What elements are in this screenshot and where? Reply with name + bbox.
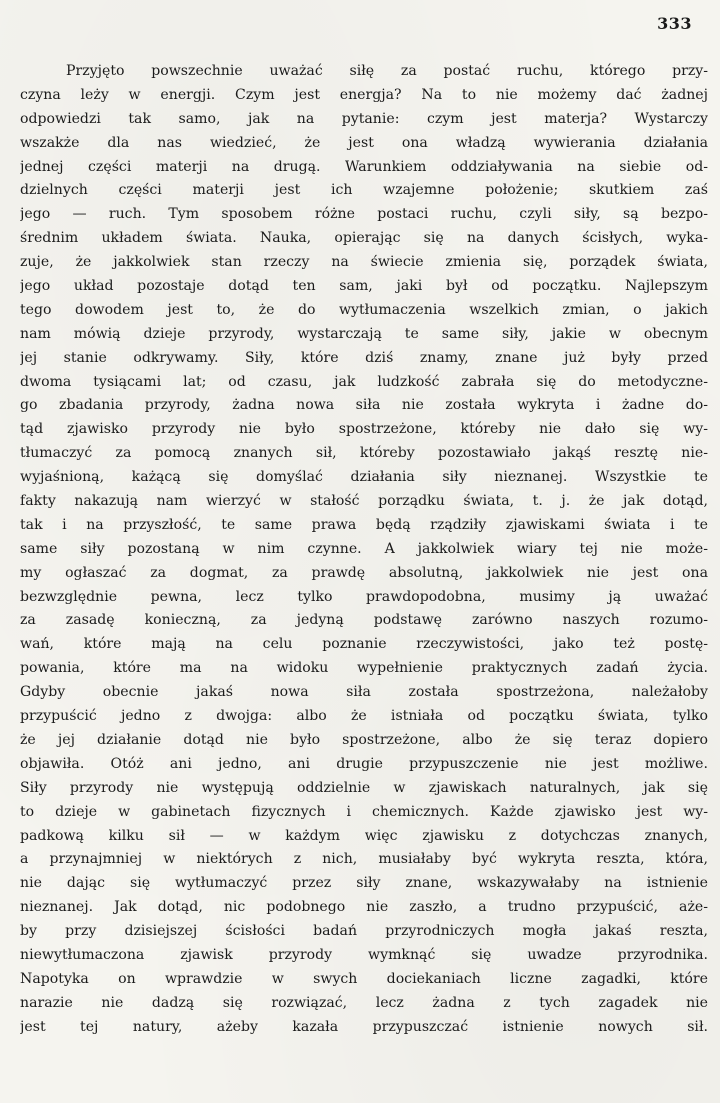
text-line: czyna leży w energji. Czym jest energja? Na to nie możemy dać żadnej xyxy=(20,86,708,103)
text-line: przypuścić jedno z dwojga: albo że istniała od początku świata, tylko xyxy=(20,708,708,725)
text-line: powania, które ma na widoku wypełnienie praktycznych zadań życia. xyxy=(20,660,708,677)
text-line: że jej działanie dotąd nie było spostrzeżone, albo że się teraz dopiero xyxy=(20,731,708,748)
text-line: by przy dzisiejszej ścisłości badań przyrodniczych mogła jakaś reszta, xyxy=(20,923,708,940)
text-line: jej stanie odkrywamy. Siły, które dziś znamy, znane już były przed xyxy=(20,349,708,366)
text-line: Napotyka on wprawdzie w swych dociekaniach liczne zagadki, które xyxy=(20,970,708,987)
text-line: odpowiedzi tak samo, jak na pytanie: czym jest materja? Wystarczy xyxy=(20,110,708,127)
text-line: nieznanej. Jak dotąd, nic podobnego nie zaszło, a trudno przypuścić, aże- xyxy=(20,899,708,916)
text-line: jego układ pozostaje dotąd ten sam, jaki był od początku. Najlepszym xyxy=(20,278,708,295)
text-line: Gdyby obecnie jakaś nowa siła została spostrzeżona, należałoby xyxy=(20,684,708,701)
text-line: padkową kilku sił — w każdym więc zjawisku z dotychczas znanych, xyxy=(20,827,708,844)
text-line: narazie nie dadzą się rozwiązać, lecz żadna z tych zagadek nie xyxy=(20,994,708,1011)
text-line: nam mówią dzieje przyrody, wystarczają te same siły, jakie w obecnym xyxy=(20,325,708,342)
text-line: go zbadania przyrody, żadna nowa siła nie została wykryta i żadne do- xyxy=(20,397,708,414)
text-line: same siły pozostaną w nim czynne. A jakkolwiek wiary tej nie może- xyxy=(20,540,708,557)
text-line: to dzieje w gabinetach fizycznych i chemicznych. Każde zjawisko jest wy- xyxy=(20,803,708,820)
text-line: a przynajmniej w niektórych z nich, musiałaby być wykryta reszta, która, xyxy=(20,851,708,868)
text-line: jednej części materji na drugą. Warunkiem oddziaływania na siebie od- xyxy=(20,158,708,175)
text-line: Przyjęto powszechnie uważać siłę za postać ruchu, którego przy- xyxy=(66,63,708,79)
page-number: 333 xyxy=(657,14,692,33)
text-line: tłumaczyć za pomocą znanych sił, któreby pozostawiało jakąś resztę nie- xyxy=(20,445,708,462)
text-line: nie dając się wytłumaczyć przez siły znane, wskazywałaby na istnienie xyxy=(20,875,708,892)
text-line: wyjaśnioną, każącą się domyślać działania siły nieznanej. Wszystkie te xyxy=(20,469,708,486)
text-line: bezwzględnie pewna, lecz tylko prawdopodobna, musimy ją uważać xyxy=(20,588,708,605)
text-line: dwoma tysiącami lat; od czasu, jak ludzkość zabrała się do metodyczne- xyxy=(20,373,708,390)
text-line: Siły przyrody nie występują oddzielnie w zjawiskach naturalnych, jak się xyxy=(20,779,708,796)
text-line: tąd zjawisko przyrody nie było spostrzeżone, któreby nie dało się wy- xyxy=(20,421,708,438)
body-text xyxy=(20,60,708,1040)
text-line: tego dowodem jest to, że do wytłumaczenia wszelkich zmian, o jakich xyxy=(20,301,708,318)
text-line: wszakże dla nas wiedzieć, że jest ona władzą wywierania działania xyxy=(20,134,708,151)
text-line: my ogłaszać za dogmat, za prawdę absolutną, jakkolwiek nie jest ona xyxy=(20,564,708,581)
text-line: objawiła. Otóż ani jedno, ani drugie przypuszczenie nie jest możliwe. xyxy=(20,755,708,772)
text-line: tak i na przyszłość, te same prawa będą rządziły zjawiskami świata i te xyxy=(20,516,708,533)
text-line: zuje, że jakkolwiek stan rzeczy na świecie zmienia się, porządek świata, xyxy=(20,254,708,271)
text-line: średnim układem świata. Nauka, opierając się na danych ścisłych, wyka- xyxy=(20,230,708,247)
text-line: niewytłumaczona zjawisk przyrody wymknąć się uwadze przyrodnika. xyxy=(20,946,708,963)
text-line: wań, które mają na celu poznanie rzeczywistości, jako też postę- xyxy=(20,636,708,653)
text-line: jego — ruch. Tym sposobem różne postaci ruchu, czyli siły, są bezpo- xyxy=(20,206,708,223)
text-line: za zasadę konieczną, za jedyną podstawę zarówno naszych rozumo- xyxy=(20,612,708,629)
text-line: jest tej natury, ażeby kazała przypuszczać istnienie nowych sił. xyxy=(20,1018,708,1035)
text-line: dzielnych części materji jest ich wzajemne położenie; skutkiem zaś xyxy=(20,182,708,199)
text-line: fakty nakazują nam wierzyć w stałość porządku świata, t. j. że jak dotąd, xyxy=(20,493,708,510)
